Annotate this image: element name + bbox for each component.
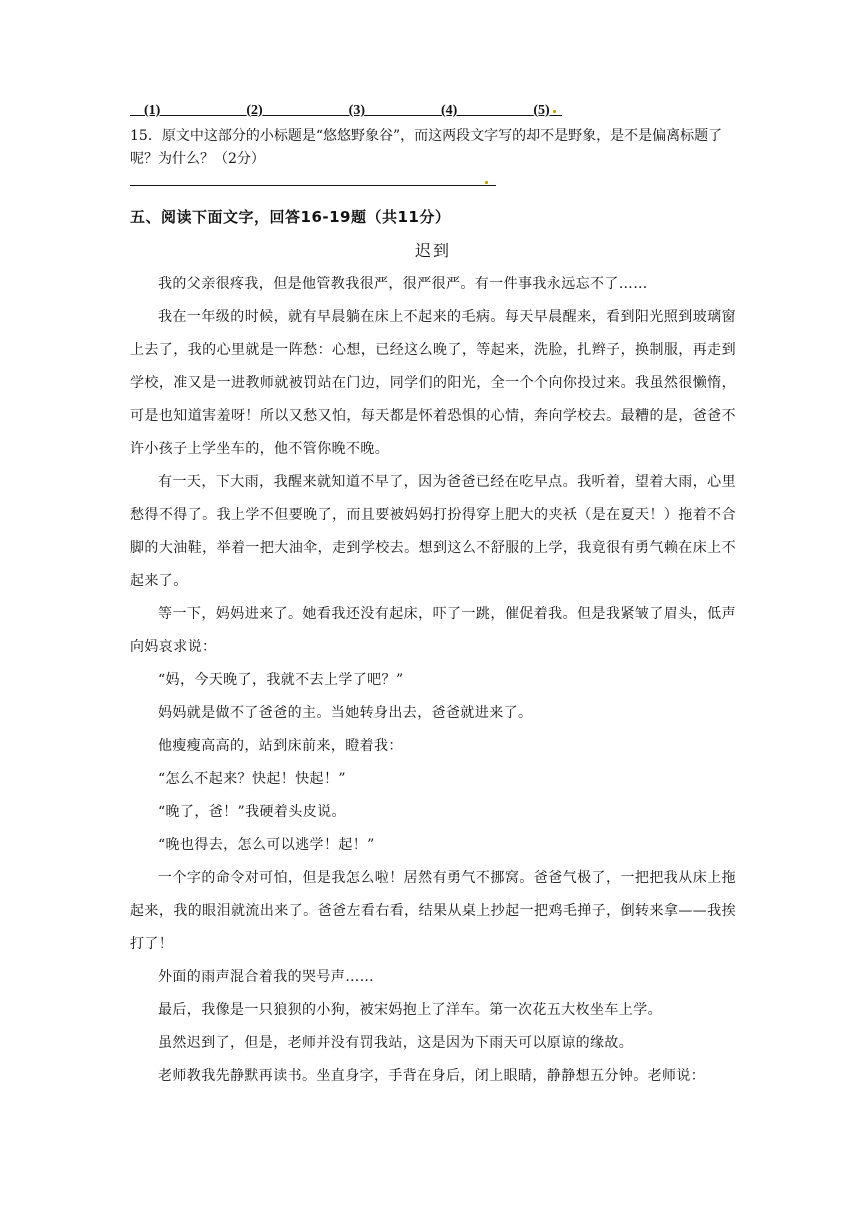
article-paragraph: 等一下，妈妈进来了。她看我还没有起床，吓了一跳，催促着我。但是我紧皱了眉头，低声向妈哀求说： [130, 606, 736, 655]
article-paragraph: 老师教我先静默再读书。坐直身字，手背在身后，闭上眼睛，静静想五分钟。老师说： [158, 1068, 706, 1084]
article-paragraph: 一个字的命令对可怕，但是我怎么啦！居然有勇气不挪窝。爸爸气极了，一把把我从床上拖起来，我的眼泪就流出来了。爸爸左看右看，结果从桌上抄起一把鸡毛掸子，倒转来拿——我挨打了！ [130, 870, 736, 952]
question-15: 15．原文中这部分的小标题是“悠悠野象谷”，而这两段文字写的却不是野象，是不是偏离标题了呢？为什么？（2分） [130, 128, 723, 167]
blank-label-4: (4) [440, 103, 458, 118]
article-paragraph: 虽然迟到了，但是，老师并没有罚我站，这是因为下雨天可以原谅的缘故。 [158, 1035, 634, 1051]
article-paragraph: 他瘦瘦高高的，站到床前来，瞪着我： [158, 738, 403, 754]
highlight-dot [485, 181, 488, 184]
blank-label-5: (5) [533, 103, 550, 118]
article-paragraph: 我在一年级的时候，就有早晨躺在床上不起来的毛病。每天早晨醒来，看到阳光照到玻璃窗上去了，我的心里就是一阵愁：心想，已经这么晚了，等起来，洗脸，扎辫子，换制服，再走到学校，准又是一进教师就被罚站在门边，同学们的阳光，全一个个向你投过来。我虽然很懒惰，可是也知道害羞呀！所以又愁又怕，每天都是怀着恐惧的心情，奔向学校去。最糟的是，爸爸不许小孩子上学坐车的，他不管你晚不晚。 [130, 309, 736, 457]
answer-line [130, 185, 496, 186]
fill-in-blanks-line [130, 100, 736, 122]
highlight-dot [553, 110, 556, 113]
blank-underline [550, 101, 562, 116]
article-paragraph: “晚也得去，怎么可以逃学！起！” [158, 837, 375, 853]
blank-label-2: (2) [246, 103, 263, 118]
article-paragraph: 我的父亲很疼我，但是他管教我很严，很严很严。有一件事我永远忘不了…… [158, 276, 648, 292]
blank-underline [160, 101, 246, 116]
document-page [130, 100, 736, 1093]
blank-underline [457, 101, 533, 116]
article-paragraph: “妈，今天晚了，我就不去上学了吧？” [158, 672, 404, 688]
blank-underline [263, 101, 349, 116]
article-paragraph: 有一天，下大雨，我醒来就知道不早了，因为爸爸已经在吃早点。我听着，望着大雨，心里愁得不得了。我上学不但要晚了，而且要被妈妈打扮得穿上肥大的夹袄（是在夏天！）拖着不合脚的大油鞋，举着一把大油伞，走到学校去。想到这么不舒服的上学，我竟很有勇气赖在床上不起来了。 [130, 474, 736, 589]
blank-label-1: (1) [144, 103, 161, 118]
article-title: 迟到 [414, 241, 451, 260]
section-heading: 五、阅读下面文字，回答16-19题（共11分） [130, 208, 451, 226]
article-paragraph: 妈妈就是做不了爸爸的主。当她转身出去，爸爸就进来了。 [158, 705, 533, 721]
article-paragraph: 最后，我像是一只狼狈的小狗，被宋妈抱上了洋车。第一次花五大枚坐车上学。 [158, 1002, 662, 1018]
article-paragraph: “怎么不起来？快起！快起！” [158, 771, 346, 787]
article-paragraph: 外面的雨声混合着我的哭号声…… [158, 969, 374, 985]
blank-underline [130, 101, 144, 116]
blank-label-3: (3) [348, 103, 365, 118]
article-paragraph: “晚了，爸！”我硬着头皮说。 [158, 804, 346, 820]
blank-underline [365, 101, 441, 116]
